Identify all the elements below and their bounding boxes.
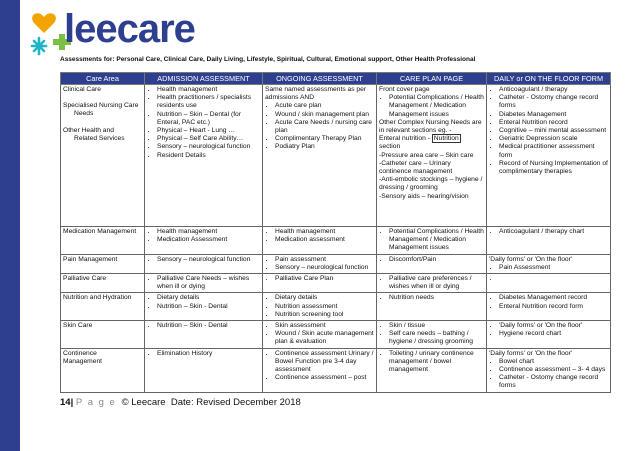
- header-care-area: Care Area: [61, 73, 145, 85]
- page-footer: [60, 397, 301, 408]
- admission-cell: [145, 348, 263, 392]
- list-item: [499, 275, 608, 283]
- care-area-cell: Pain Management: [61, 254, 145, 273]
- ongoing-cell: [263, 227, 377, 255]
- ongoing-cell: [263, 274, 377, 293]
- leecare-logo: [30, 8, 230, 58]
- list-item: • Nutrition needs: [389, 294, 484, 302]
- care-area-cell: Skin Care: [61, 321, 145, 349]
- heart-icon: [32, 13, 56, 33]
- list-item: • Health practitioners / specialists residents use: [157, 94, 260, 110]
- list-item: • Pain Assessment: [499, 264, 608, 272]
- care-area-cell: [61, 85, 145, 227]
- admission-cell: [145, 321, 263, 349]
- list-item: • Palliative care preferences / wishes when ill or dying: [389, 275, 484, 291]
- table-row: [61, 274, 611, 293]
- list-item: • Dietary details: [157, 294, 260, 302]
- care-plan-cell: [377, 227, 487, 255]
- admission-cell: [145, 227, 263, 255]
- list-item: • Nutrition assessment: [275, 303, 374, 311]
- table-row: [61, 254, 611, 273]
- list-item: • Physical – Self Care Ability…: [157, 135, 260, 143]
- list-item: • Bowel chart: [499, 358, 608, 366]
- care-area-cell: Nutrition and Hydration: [61, 293, 145, 321]
- list-item: • Acute care plan: [275, 102, 374, 110]
- list-item: • Elimination History: [157, 350, 260, 358]
- list-item: • Continence assessment – 3- 4 days: [499, 366, 608, 374]
- list-item: • Discomfort/Pain: [389, 256, 484, 264]
- cell-text: -Catheter care – Urinary continence management: [379, 159, 453, 176]
- ongoing-cell: [263, 85, 377, 227]
- list-item: • Anticoagulant / therapy chart: [499, 228, 608, 236]
- care-plan-cell: [377, 348, 487, 392]
- care-plan-cell: [377, 85, 487, 227]
- list-item: • Health management: [157, 86, 260, 94]
- cell-text: Front cover page: [379, 86, 430, 93]
- list-item: • Pain assessment: [275, 256, 374, 264]
- table-row: [61, 227, 611, 255]
- list-item: • Catheter - Ostomy change record forms: [499, 374, 608, 390]
- cell-text: -Pressure area care – Skin care: [379, 151, 474, 159]
- header-care-plan: CARE PLAN PAGE: [377, 73, 487, 85]
- logo-wordmark: leecare: [64, 7, 195, 51]
- cell-text: Management: [63, 357, 103, 365]
- list-item: • Continence assessment – post: [275, 374, 374, 382]
- list-item: • Dietary details: [275, 294, 374, 302]
- table-header-row: [61, 73, 611, 85]
- list-item: • Hygiene record chart: [499, 330, 608, 338]
- footer-date: Date: Revised December 2018: [170, 397, 301, 408]
- list-item: • Enteral Nutrition record form: [499, 303, 608, 311]
- list-item: • Wound / Skin acute management plan & evaluation: [275, 330, 374, 346]
- ongoing-cell: [263, 293, 377, 321]
- list-item: • Enteral Nutrition record: [499, 119, 608, 127]
- care-plan-cell: [377, 293, 487, 321]
- daily-form-cell: [487, 227, 611, 255]
- ongoing-cell: [263, 321, 377, 349]
- care-plan-cell: [377, 321, 487, 349]
- footer-copyright: © Leecare: [121, 397, 166, 408]
- list-item: • Potential Complications / Health Management / Medication Management issues: [389, 94, 484, 119]
- daily-form-cell: [487, 274, 611, 293]
- list-item: • Sensory – neurological function: [157, 256, 260, 264]
- list-item: • Self care needs – bathing / hygiene / dressing grooming: [389, 330, 484, 346]
- cell-text: Specialised Nursing Care: [63, 102, 139, 110]
- cell-text: 'Daily forms' or 'On the floor': [489, 255, 573, 263]
- list-item: • Sensory – neurological function: [275, 264, 374, 272]
- table-row: [61, 293, 611, 321]
- care-area-cell: Palliative Care: [61, 274, 145, 293]
- ongoing-cell: [263, 254, 377, 273]
- list-item: • Palliative Care Plan: [275, 275, 374, 283]
- asterisk-icon: [32, 38, 46, 54]
- list-item: • Catheter - Ostomy change record forms: [499, 94, 608, 110]
- list-item: • Medication Assessment: [157, 236, 260, 244]
- cell-text: Same named assessments as per admissions AND: [265, 86, 367, 102]
- list-item: • Resident Details: [157, 152, 260, 160]
- list-item: • Geriatric Depression scale: [499, 135, 608, 143]
- page-number: 14: [60, 397, 71, 408]
- list-item: • Physical – Heart - Lung …: [157, 127, 260, 135]
- list-item: • Palliative Care Needs – wishes when ill or dying: [157, 275, 260, 291]
- list-item: • Nutrition – Skin – Dental (for Enteral, PAC etc.): [157, 111, 260, 127]
- daily-form-cell: [487, 348, 611, 392]
- table-row: [61, 85, 611, 227]
- care-plan-cell: [377, 254, 487, 273]
- list-item: • Skin assessment: [275, 322, 374, 330]
- cell-text: 'Daily forms' or 'On the floor': [489, 349, 573, 357]
- list-item: • Podiatry Plan: [275, 143, 374, 151]
- list-item: • Medication assessment: [275, 236, 374, 244]
- daily-form-cell: [487, 321, 611, 349]
- cell-text: section: [379, 143, 401, 151]
- list-item: • Record of Nursing Implementation of complimentary therapies: [499, 160, 608, 176]
- list-item: • Diabetes Management record: [499, 294, 608, 302]
- assessment-table: [60, 72, 611, 393]
- cell-text: Needs: [74, 110, 94, 118]
- cell-text: Enteral nutrition -: [379, 135, 430, 143]
- cell-text: Related Services: [74, 134, 125, 142]
- list-item: • Sensory – neurological function: [157, 143, 260, 151]
- table-row: [61, 348, 611, 392]
- list-item: • Cognitive – mini mental assessment: [499, 127, 608, 135]
- list-item: • Medical practitioner assessment form: [499, 143, 608, 159]
- cell-text: -Anti-embolic stockings – hygiene / dressing / grooming: [379, 176, 483, 192]
- daily-form-cell: [487, 254, 611, 273]
- list-item: • Health management: [275, 228, 374, 236]
- list-item: • Diabetes Management: [499, 111, 608, 119]
- list-item: • Acute Care Needs / nursing care plan: [275, 119, 374, 135]
- footer-separator: |: [70, 397, 74, 408]
- cell-text: Other Complex Nursing Needs are in relevant sections eg. -: [379, 118, 482, 135]
- list-item: • Nutrition – Skin - Dental: [157, 303, 260, 311]
- page-word: P a g e: [75, 397, 117, 408]
- list-item: • Complimentary Therapy Plan: [275, 135, 374, 143]
- list-item: • 'Daily forms' or 'On the floor': [499, 322, 608, 330]
- ongoing-cell: [263, 348, 377, 392]
- admission-cell: [145, 85, 263, 227]
- daily-form-cell: [487, 85, 611, 227]
- header-ongoing: ONGOING ASSESSMENT: [263, 73, 377, 85]
- list-item: • Health management: [157, 228, 260, 236]
- list-item: • Potential Complications / Health Management / Medication Management issues: [389, 228, 484, 253]
- care-area-cell: [61, 348, 145, 392]
- cell-text: -Sensory aids – hearing/vision: [379, 192, 469, 200]
- cell-text: [379, 135, 484, 143]
- admission-cell: [145, 274, 263, 293]
- cell-text: Continence: [63, 349, 97, 357]
- list-item: • Wound / skin management plan: [275, 111, 374, 119]
- cell-text: Clinical Care: [63, 86, 101, 93]
- list-item: • Toileting / urinary continence management / bowel management: [389, 350, 484, 375]
- admission-cell: [145, 254, 263, 273]
- care-plan-cell: [377, 274, 487, 293]
- table-row: [61, 321, 611, 349]
- highlighted-text: Nutrition: [433, 135, 459, 143]
- header-admission: ADMISSION ASSESSMENT: [145, 73, 263, 85]
- header-daily-form: DAILY or ON THE FLOOR FORM: [487, 73, 611, 85]
- care-area-cell: Medication Management: [61, 227, 145, 255]
- list-item: • Skin / tissue: [389, 322, 484, 330]
- left-accent-bar: [0, 0, 20, 451]
- daily-form-cell: [487, 293, 611, 321]
- list-item: • Continence assessment Urinary / Bowel Function pre 3-4 day assessment: [275, 350, 374, 375]
- cell-text: Other Health and: [63, 126, 114, 134]
- admission-cell: [145, 293, 263, 321]
- list-item: • Anticoagulant / therapy: [499, 86, 608, 94]
- list-item: • Nutrition – Skin - Dental: [157, 322, 260, 330]
- list-item: • Nutrition screening tool: [275, 311, 374, 319]
- assessments-subtitle: Assessments for: Personal Care, Clinical Care, Daily Living, Lifestyle, Spiritual, Cultural, Emotional support, Other Health Professional: [60, 56, 476, 63]
